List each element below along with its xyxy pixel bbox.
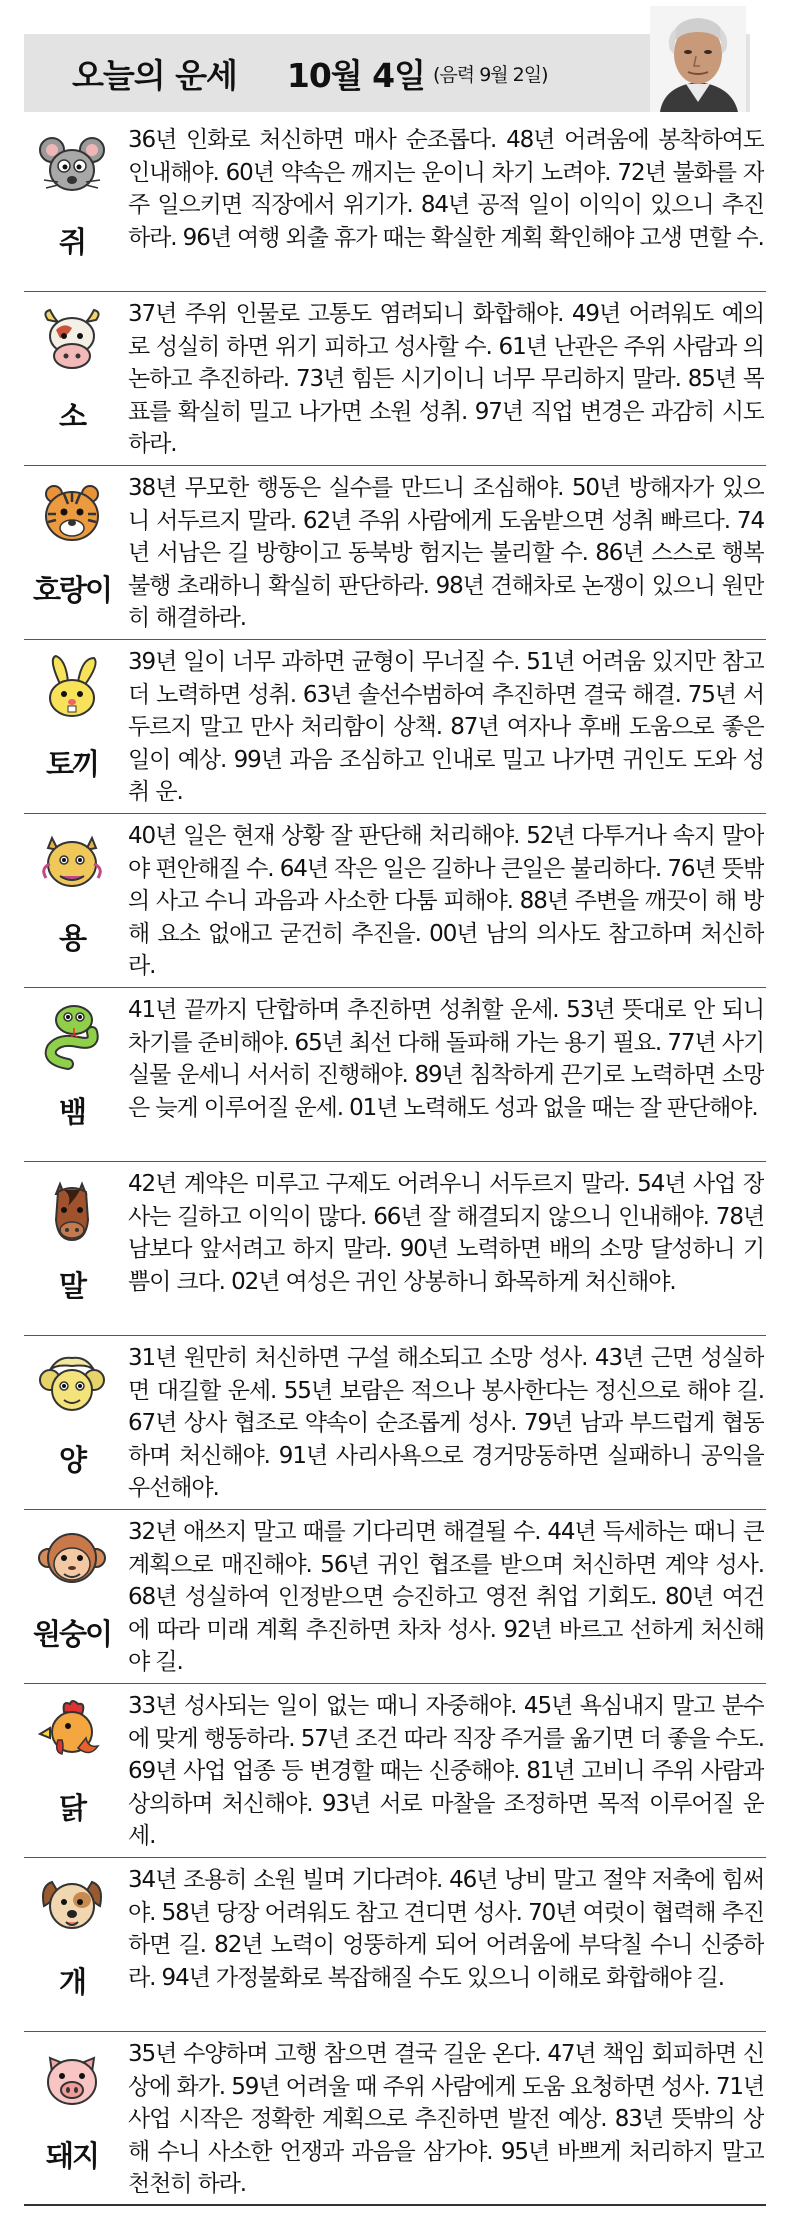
zodiac-name: 돼지 [45,2139,99,2173]
sheep-icon [38,1350,106,1418]
zodiac-cell [24,820,120,982]
header-lunar-date: (음력 9월 2일) [433,63,548,86]
zodiac-name: 쥐 [58,225,85,259]
header-text [72,34,548,112]
fortune-row-monkey [24,1510,766,1684]
author-photo [650,6,746,112]
fortune-text: 42년 계약은 미루고 구제도 어려우니 서두르지 말라. 54년 사업 장사는 길하고 이익이 많다. 66년 잘 해결되지 않으니 인내해야. 78년 남보다 앞서려고 하지 말라. 90년 노력하면 배의 소망 달성하니 기쁨이 크다. 02년 여성은 귀인 상봉하니 화목하게 처신해야. [128,1171,764,1295]
zodiac-cell [24,298,120,460]
fortune-text: 40년 일은 현재 상황 잘 판단해 처리해야. 52년 다투거나 속지 말아야 편안해질 수. 64년 작은 일은 길하나 큰일은 불리하다. 76년 뜻밖의 사고 수니 과음과 사소한 다툼 피해야. 88년 주변을 깨끗이 해 방해 요소 없애고 굳건히 추진을. 00년 남의 의사도 참고하며 처신하라. [128,823,764,979]
fortune-row-snake [24,988,766,1162]
horse-icon [38,1176,106,1244]
fortune-text: 37년 주위 인물로 고통도 염려되니 화합해야. 49년 어려워도 예의로 성실히 하면 위기 피하고 성사할 수. 61년 난관은 주위 사람과 의논하고 추진하라. 73년 힘든 시기이니 너무 무리하지 말라. 85년 목표를 확실히 밀고 나가면 소원 성취. 97년 직업 변경은 과감히 시도하라. [128,301,764,457]
page-title: 오늘의 운세 [72,55,237,95]
zodiac-name: 용 [58,921,85,955]
fortune-text: 38년 무모한 행동은 실수를 만드니 조심해야. 50년 방해자가 있으니 서두르지 말라. 62년 주위 사람에게 도움받으면 성취 빠르다. 74년 서남은 길 방향이고 동북방 험지는 불리할 수. 86년 스스로 행복 불행 초래하니 확실히 판단하라. 98년 견해차로 논쟁이 있으니 원만히 해결하라. [128,475,764,631]
tiger-icon [38,480,106,548]
fortune-row-rooster [24,1684,766,1858]
fortune-row-dog [24,1858,766,2032]
fortune-text: 34년 조용히 소원 빌며 기다려야. 46년 낭비 말고 절약 저축에 힘써야. 58년 당장 어려워도 참고 견디면 성사. 70년 여럿이 협력해 추진하면 길. 82년 노력이 엉뚱하게 되어 어려움에 부닥칠 수니 신중하라. 94년 가정불화로 복잡해질 수도 있으니 이해로 화합해야 길. [128,1867,764,1991]
zodiac-cell [24,1690,120,1852]
fortune-row-rat [24,118,766,292]
zodiac-name: 토끼 [45,747,99,781]
fortune-row-dragon [24,814,766,988]
zodiac-cell [24,1864,120,2026]
zodiac-cell [24,124,120,286]
zodiac-cell [24,1516,120,1678]
fortune-row-sheep [24,1336,766,1510]
header-date: 10월 4일 [286,55,426,95]
fortune-text: 36년 인화로 처신하면 매사 순조롭다. 48년 어려움에 봉착하여도 인내해야. 60년 약속은 깨지는 운이니 차기 노려야. 72년 불화를 자주 일으키면 직장에서 위기가. 84년 공적 일이 이익이 있으니 추진하라. 96년 여행 외출 휴가 때는 확실한 계획 확인해야 고생 면할 수. [128,127,764,251]
fortune-row-tiger [24,466,766,640]
zodiac-name: 닭 [58,1791,85,1825]
zodiac-cell [24,1342,120,1504]
zodiac-name: 양 [58,1443,85,1477]
zodiac-name: 뱀 [58,1095,85,1129]
fortune-text: 32년 애쓰지 말고 때를 기다리면 해결될 수. 44년 득세하는 때니 큰 계획으로 매진해야. 56년 귀인 협조를 받으며 처신하면 계약 성사. 68년 성실하여 인정받으면 승진하고 영전 취업 기회도. 80년 여건에 따라 미래 계획 추진하면 차차 성사. 92년 바르고 선하게 처신해야 길. [128,1519,764,1675]
zodiac-name: 원숭이 [32,1617,112,1651]
zodiac-name: 호랑이 [32,573,112,607]
zodiac-cell [24,2038,120,2200]
fortune-row-pig [24,2032,766,2206]
rooster-icon [38,1698,106,1766]
fortune-list [24,118,766,2206]
zodiac-name: 개 [58,1965,85,1999]
fortune-row-ox [24,292,766,466]
ox-icon [38,306,106,374]
fortune-row-rabbit [24,640,766,814]
zodiac-cell [24,472,120,634]
fortune-text: 31년 원만히 처신하면 구설 해소되고 소망 성사. 43년 근면 성실하면 대길할 운세. 55년 보람은 적으나 봉사한다는 정신으로 해야 길. 67년 상사 협조로 약속이 순조롭게 성사. 79년 남과 부드럽게 협동하며 처신해야. 91년 사리사욕으로 경거망동하면 실패하니 공익을 우선해야. [128,1345,764,1501]
zodiac-cell [24,994,120,1156]
fortune-row-horse [24,1162,766,1336]
dog-icon [38,1872,106,1940]
header-bar [24,34,750,112]
zodiac-cell [24,646,120,808]
fortune-text: 39년 일이 너무 과하면 균형이 무너질 수. 51년 어려움 있지만 참고 더 노력하면 성취. 63년 솔선수범하여 추진하면 결국 해결. 75년 서두르지 말고 만사 처리함이 상책. 87년 여자나 후배 도움으로 좋은 일이 예상. 99년 과음 조심하고 인내로 밀고 나가면 귀인도 도와 성취 운. [128,649,764,805]
zodiac-name: 소 [58,399,85,433]
pig-icon [38,2046,106,2114]
dragon-icon [38,828,106,896]
zodiac-name: 말 [58,1269,85,1303]
zodiac-cell [24,1168,120,1330]
fortune-text: 41년 끝까지 단합하며 추진하면 성취할 운세. 53년 뜻대로 안 되니 차기를 준비해야. 65년 최선 다해 돌파해 가는 용기 필요. 77년 사기 실물 운세니 서서히 진행해야. 89년 침착하게 끈기로 노력하면 소망은 늦게 이루어질 운세. 01년 노력해도 성과 없을 때는 잘 판단해야. [128,997,764,1121]
monkey-icon [38,1524,106,1592]
rat-icon [38,132,106,200]
fortune-text: 33년 성사되는 일이 없는 때니 자중해야. 45년 욕심내지 말고 분수에 맞게 행동하라. 57년 조건 따라 직장 주거를 옮기면 더 좋을 수도. 69년 사업 업종 등 변경할 때는 신중해야. 81년 고비니 주위 사람과 상의하며 처신해야. 93년 서로 마찰을 조정하면 목적 이루어질 운세. [128,1693,764,1849]
snake-icon [38,1002,106,1070]
rabbit-icon [38,654,106,722]
fortune-text: 35년 수양하며 고행 참으면 결국 길운 온다. 47년 책임 회피하면 신상에 화가. 59년 어려울 때 주위 사람에게 도움 요청하면 성사. 71년 사업 시작은 정확한 계획으로 추진하면 발전 예상. 83년 뜻밖의 상해 수니 사소한 언쟁과 과음을 삼가야. 95년 바쁘게 처리하지 말고 천천히 하라. [128,2041,764,2197]
